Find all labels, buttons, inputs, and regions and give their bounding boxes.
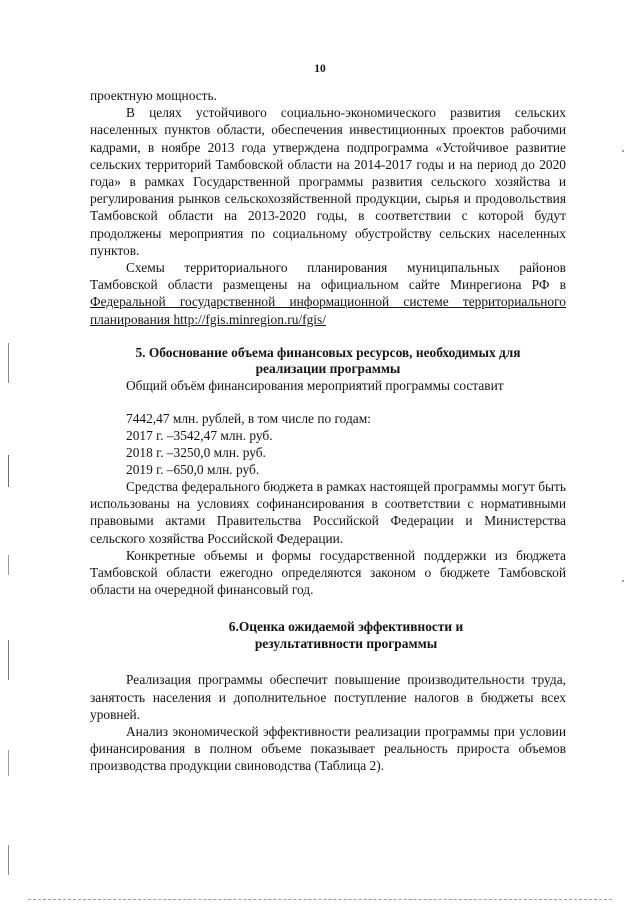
scan-mark [8, 343, 9, 383]
section-5-heading [90, 345, 566, 377]
scan-dot [622, 580, 624, 582]
section-5-heading-line-2: реализации программы [255, 360, 401, 376]
scan-mark [8, 750, 9, 776]
scan-dot [622, 150, 624, 152]
scan-mark [8, 845, 9, 875]
funding-2018: 2018 г. –3250,0 млн. руб. [126, 445, 266, 461]
paragraph-territorial-planning [90, 259, 566, 328]
funding-intro: Общий объём финансирования мероприятий программы составит [126, 377, 504, 393]
scan-bottom-edge [28, 899, 612, 900]
section-5-heading-line-1: 5. Обоснование объема финансовых ресурсов, необходимых для [135, 344, 521, 360]
section-6-heading-line-2: результативности программы [254, 635, 438, 651]
scan-mark [8, 640, 9, 680]
fgis-link[interactable]: Федеральной государственной информационной системе территориального планирования http://fgis.minregion.ru/fgis/ [90, 294, 566, 327]
funding-2019: 2019 г. –650,0 млн. руб. [126, 462, 260, 478]
paragraph-rural-development: В целях устойчивого социально-экономического развития сельских населенных пунктов области, обеспечения инвестиционных проектов рабочими кадрами, в ноябре 2013 года утверждена подпрограмма «Устойчивое развитие сельских территорий Тамбовской области на 2014-2017 годы и на период до 2020 года» в рамках Государственной программы развития сельского хозяйства и регулирования рынков сельскохозяйственной продукции, сырья и продовольствия Тамбовской области на 2013-2020 годы, в соответствии с которой будут продолжены мероприятия по социальному обустройству сельских населенных пунктов. [90, 105, 566, 258]
territorial-planning-text: Схемы территориального планирования муниципальных районов Тамбовской области размещены на официальном сайте Минрегиона РФ в [90, 260, 566, 293]
funding-total: 7442,47 млн. рублей, в том числе по годам: [126, 411, 371, 427]
section-6-heading [90, 619, 566, 652]
paragraph-program-implementation: Реализация программы обеспечит повышение производительности труда, занятость населения и дополнительное поступление налогов в бюджеты всех уровней. [90, 672, 566, 722]
scan-mark [8, 555, 9, 575]
funding-amounts [90, 410, 566, 478]
paragraph-capacity: проектную мощность. [90, 88, 217, 103]
paragraph-federal-budget: Средства федерального бюджета в рамках настоящей программы могут быть использованы на условиях софинансирования в соответствии с нормативными правовыми актами Правительства Российской Федерации и Министерства сельского хозяйства Российской Федерации. [90, 479, 566, 546]
page-content [90, 87, 566, 775]
funding-2017: 2017 г. –3542,47 млн. руб. [126, 428, 273, 444]
section-6-heading-line-1: 6.Оценка ожидаемой эффективности и [228, 619, 464, 635]
paragraph-economic-analysis: Анализ экономической эффективности реализации программы при условии финансирования в полном объеме показывает реальность прироста объемов производства продукции свиноводства (Таблица 2). [90, 724, 566, 774]
spacer [90, 652, 566, 671]
page-number: 10 [314, 63, 326, 75]
scan-mark [8, 455, 9, 487]
paragraph-state-support: Конкретные объемы и формы государственной поддержки из бюджета Тамбовской области ежегодно определяются законом о бюджете Тамбовской области на очередной финансовый год. [90, 547, 566, 598]
